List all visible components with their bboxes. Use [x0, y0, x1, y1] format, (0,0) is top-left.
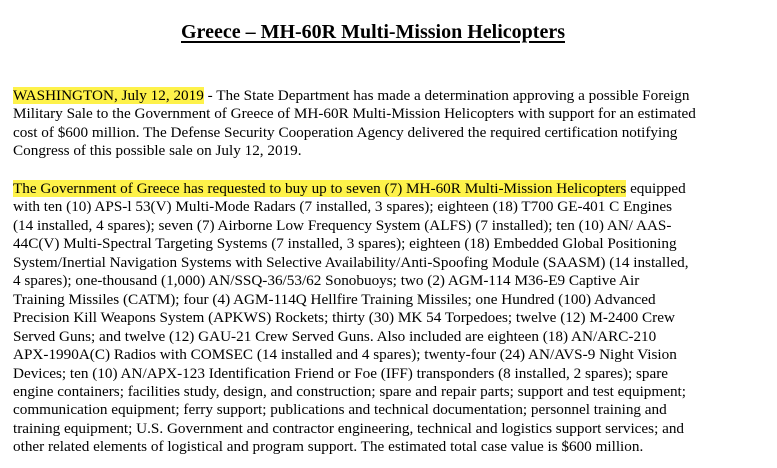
- paragraph-line: engine containers; facilities study, design, and construction; spare and repair parts; support and test equipment;: [13, 382, 686, 400]
- paragraph-line: [13, 87, 753, 105]
- paragraph-line: System/Inertial Navigation Systems with Selective Availability/Anti-Spoofing Module (SAASM) (14 installed,: [13, 253, 689, 271]
- paragraph-line: training equipment; U.S. Government and contractor engineering, technical and logistics support services; and: [13, 419, 685, 437]
- page-title: Greece – MH-60R Multi-Mission Helicopters: [181, 21, 565, 43]
- paragraph-line: cost of $600 million. The Defense Security Cooperation Agency delivered the required certification notifying: [13, 123, 678, 141]
- highlighted-request-text: The Government of Greece has requested to buy up to seven (7) MH-60R Multi-Mission Helicopters: [13, 180, 627, 197]
- paragraph-line: 4 spares); one-thousand (1,000) AN/SSQ-36/53/62 Sonobuoys; two (2) AGM-114 M36-E9 Captive Air: [13, 272, 640, 290]
- highlighted-dateline: WASHINGTON, July 12, 2019: [13, 87, 204, 104]
- paragraph-line: communication equipment; ferry support; publications and technical documentation; personnel training and: [13, 401, 667, 419]
- paragraph-line: Precision Kill Weapons System (APKWS) Rockets; thirty (30) MK 54 Torpedoes; twelve (12) M-2400 Crew: [13, 309, 675, 327]
- request-details-paragraph: [13, 180, 753, 457]
- paragraph-text: equipped: [626, 180, 686, 197]
- paragraph-line: Congress of this possible sale on July 12, 2019.: [13, 142, 302, 160]
- paragraph-line: [13, 180, 753, 198]
- paragraph-line: Devices; ten (10) AN/APX-123 Identification Friend or Foe (IFF) transponders (8 installed, 2 spares); spare: [13, 364, 669, 382]
- paragraph-line: Training Missiles (CATM); four (4) AGM-114Q Hellfire Training Missiles; one Hundred (100) Advanced: [13, 290, 656, 308]
- paragraph-text: - The State Department has made a determination approving a possible Foreign: [203, 87, 690, 104]
- paragraph-line: other related elements of logistical and program support. The estimated total case value is $600 million.: [13, 438, 644, 456]
- paragraph-line: (14 installed, 4 spares); seven (7) Airborne Low Frequency System (ALFS) (7 installed); ten (10) AN/ AAS-: [13, 216, 672, 234]
- paragraph-line: Military Sale to the Government of Greece of MH-60R Multi-Mission Helicopters with support for an estimated: [13, 105, 696, 123]
- paragraph-line: APX-1990A(C) Radios with COMSEC (14 installed and 4 spares); twenty-four (24) AN/AVS-9 Night Vision: [13, 346, 677, 364]
- paragraph-line: with ten (10) APS-l 53(V) Multi-Mode Radars (7 installed, 3 spares); eighteen (18) T700 GE-401 C Engines: [13, 198, 673, 216]
- paragraph-line: Served Guns; and twelve (12) GAU-21 Crew Served Guns. Also included are eighteen (18) AN/ARC-210: [13, 327, 657, 345]
- announcement-paragraph: [13, 87, 753, 161]
- paragraph-line: 44C(V) Multi-Spectral Targeting Systems (7 installed, 3 spares); eighteen (18) Embedded Global Positioning: [13, 235, 677, 253]
